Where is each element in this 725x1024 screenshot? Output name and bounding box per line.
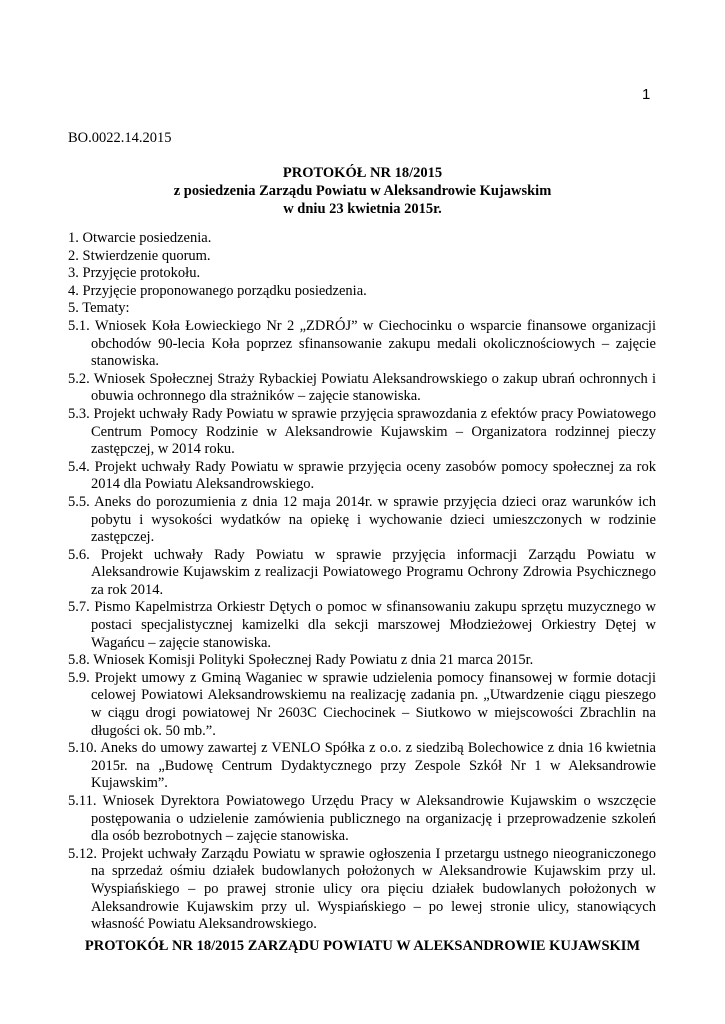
page-footer: PROTOKÓŁ NR 18/2015 ZARZĄDU POWIATU W ALEKSANDROWIE KUJAWSKIM — [84, 938, 641, 954]
agenda-topic: 5.1. Wniosek Koła Łowieckiego Nr 2 „ZDRÓJ” w Ciechocinku o wsparcie finansowe organizacji obchodów 90-lecia Koła poprzez sfinansowanie zakupu medali okolicznościowych – zajęcie stanowiska. — [68, 317, 656, 370]
agenda-topic: 5.3. Projekt uchwały Rady Powiatu w sprawie przyjęcia sprawozdania z efektów pracy Powiatowego Centrum Pomocy Rodzinie w Aleksandrowie Kujawskim – Organizatora rodzinnej pieczy zastępczej, w 2014 roku. — [68, 405, 656, 458]
agenda-topic: 5.7. Pismo Kapelmistrza Orkiestr Dętych o pomoc w sfinansowaniu zakupu sprzętu muzycznego w postaci specjalistycznej kamizelki dla sekcji marszowej Młodzieżowej Orkiestry Dętej w Wagańcu – zajęcie stanowiska. — [68, 599, 656, 651]
title-line-3: w dniu 23 kwietnia 2015r. — [283, 201, 442, 217]
agenda-topic: 5.12. Projekt uchwały Zarządu Powiatu w sprawie ogłoszenia I przetargu ustnego nieograniczonego na sprzedaż ośmiu działek budowlanych położonych w Aleksandrowie Kujawskim przy ul. Wyspiańskiego – po prawej stronie ulicy ora pięciu działek budowlanych położonych w Aleksandrowie Kujawskim przy ul. Wyspiańskiego – po lewej stronie ulicy, stanowiących własność Powiatu Aleksandrowskiego. — [68, 845, 656, 933]
document-title — [60, 164, 665, 218]
agenda-topic: 5.11. Wniosek Dyrektora Powiatowego Urzędu Pracy w Aleksandrowie Kujawskim o wszczęcie postępowania o udzielenie zamówienia publicznego na organizację i przeprowadzenie szkoleń dla osób bezrobotnych – zajęcie stanowiska. — [68, 793, 656, 845]
agenda-topic: 5.2. Wniosek Społecznej Straży Rybackiej Powiatu Aleksandrowskiego o zakup ubrań ochronnych i obuwia ochronnego dla strażników – zajęcie stanowiska. — [68, 370, 656, 405]
title-line-2: z posiedzenia Zarządu Powiatu w Aleksandrowie Kujawskim — [173, 183, 552, 199]
agenda-item: 5. Tematy: — [68, 300, 130, 317]
agenda-topic: 5.6. Projekt uchwały Rady Powiatu w sprawie przyjęcia informacji Zarządu Powiatu w Aleksandrowie Kujawskim z realizacji Powiatowego Programu Ochrony Zdrowia Psychicznego za rok 2014. — [68, 546, 656, 598]
document-reference: BO.0022.14.2015 — [68, 130, 172, 146]
agenda-topic: 5.9. Projekt umowy z Gminą Waganiec w sprawie udzielenia pomocy finansowej w formie dotacji celowej Powiatowi Aleksandrowskiemu na realizację zadania pn. „Utwardzenie ciągu pieszego w ciągu drogi powiatowej Nr 2603C Ciechocinek – Siutkowo w miejscowości Zbrachlin na długości ok. 50 mb.”. — [68, 669, 656, 739]
page-number: 1 — [642, 86, 651, 103]
agenda-list — [68, 230, 656, 934]
agenda-item: 1. Otwarcie posiedzenia. — [68, 230, 212, 246]
agenda-item: 2. Stwierdzenie quorum. — [68, 247, 211, 264]
agenda-item: 3. Przyjęcie protokołu. — [68, 265, 201, 282]
agenda-topic: 5.8. Wniosek Komisji Polityki Społecznej Rady Powiatu z dnia 21 marca 2015r. — [68, 652, 534, 669]
agenda-item: 4. Przyjęcie proponowanego porządku posiedzenia. — [68, 282, 367, 299]
agenda-topic: 5.4. Projekt uchwały Rady Powiatu w sprawie przyjęcia oceny zasobów pomocy społecznej za rok 2014 dla Powiatu Aleksandrowskiego. — [68, 458, 656, 493]
title-line-1: PROTOKÓŁ NR 18/2015 — [282, 165, 443, 181]
agenda-topic: 5.10. Aneks do umowy zawartej z VENLO Spółka z o.o. z siedzibą Bolechowice z dnia 16 kwietnia 2015r. na „Budowę Centrum Dydaktycznego przy Zespole Szkół Nr 1 w Aleksandrowie Kujawskim”. — [68, 740, 656, 792]
agenda-topic: 5.5. Aneks do porozumienia z dnia 12 maja 2014r. w sprawie przyjęcia dzieci oraz warunków ich pobytu i wysokości wydatków na opiekę i wychowanie dzieci umieszczonych w rodzinie zastępczej. — [68, 493, 656, 546]
